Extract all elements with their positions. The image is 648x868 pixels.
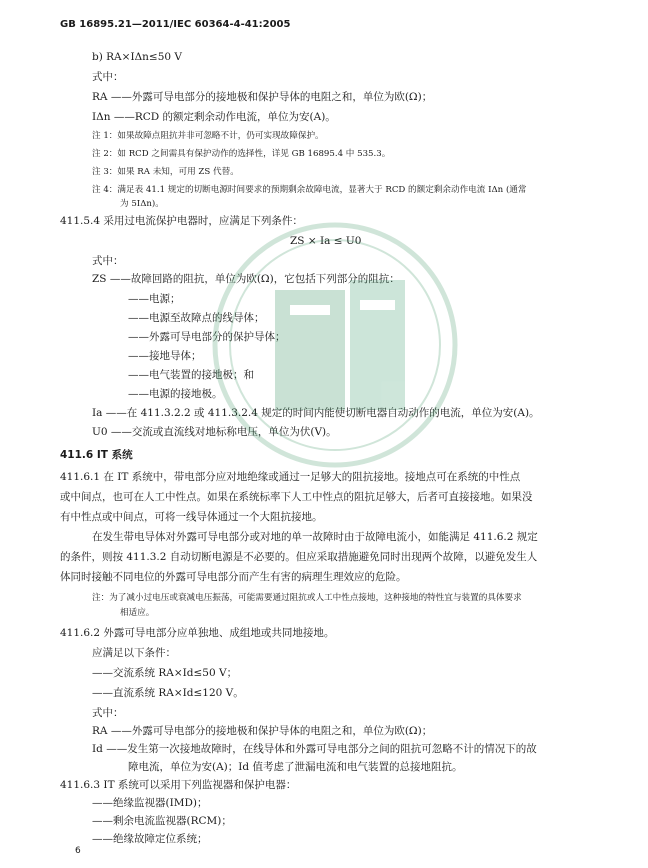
para-411-6-1-cont: 或中间点，也可在人工中性点。如果在系统标率下人工中性点的阻抗足够大，后者可直接接地。如果没 [60,491,533,503]
section-heading-411-6: 411.6 IT 系统 [60,449,133,461]
list-item: ——电源至故障点的线导体； [128,312,265,324]
list-item: ——绝缘故障定位系统； [92,833,208,845]
formula-dc: ——直流系统 RA×Id≤120 V。 [92,687,244,699]
definition-u0: U0 ——交流或直流线对地标称电压，单位为伏(V)。 [92,426,337,438]
where-label: 式中： [92,707,124,719]
para-411-6-1: 411.6.1 在 IT 系统中，带电部分应对地绝缘或通过一足够大的阻抗接地。接地点可在系统的中性点 [60,471,521,483]
definition-id-cont: 障电流，单位为安(A)；Id 值考虑了泄漏电流和电气装置的总接地阻抗。 [128,761,463,773]
note: 注：为了减小过电压或衰减电压振荡，可能需要通过阻抗或人工中性点接地，这种接地的特性宜与装置的具体要求 [92,593,522,603]
para-411-6-1-cont: 有中性点或中间点，可将一线导体通过一个大阻抗接地。 [60,511,323,523]
para-fault-cont: 的条件，则按 411.3.2 自动切断电源是不必要的。但应采取措施避免同时出现两个故障，以避免发生人 [60,551,538,563]
clause-411-6-2: 411.6.2 外露可导电部分应单独地、成组地或共同地接地。 [60,627,335,639]
note-cont: 相适应。 [120,608,155,618]
watermark-seal-image [170,210,500,480]
definition-idn: IΔn ——RCD 的额定剩余动作电流，单位为安(A)。 [92,111,336,123]
clause-411-5-4: 411.5.4 采用过电流保护电器时，应满足下列条件： [60,215,303,227]
note-1: 注 1：如果故障点阻抗并非可忽略不计，仍可实现故障保护。 [92,131,324,141]
note-2: 注 2：如 RCD 之间需具有保护动作的选择性，详见 GB 16895.4 中 535.3。 [92,149,391,159]
list-item: ——电气装置的接地极；和 [128,369,254,381]
list-item: ——绝缘监视器(IMD)； [92,797,208,809]
where-label: 式中： [92,255,124,267]
definition-ra: RA ——外露可导电部分的接地极和保护导体的电阻之和，单位为欧(Ω)； [92,725,433,737]
page-number: 6 [75,846,81,856]
para-fault-cont: 体同时接触不同电位的外露可导电部分而产生有害的病理生理效应的危险。 [60,571,407,583]
note-3: 注 3：如果 RA 未知，可用 ZS 代替。 [92,167,239,177]
para-fault: 在发生带电导体对外露可导电部分或对地的单一故障时由于故障电流小，如能满足 411.6.2 规定 [92,531,538,543]
clause-411-6-3: 411.6.3 IT 系统可以采用下列监视器和保护电器： [60,779,297,791]
where-label: 式中： [92,71,124,83]
list-item: ——电源的接地极。 [128,388,223,400]
note-4-cont: 为 5IΔn)。 [120,199,164,209]
definition-ia: Ia ——在 411.3.2.2 或 411.3.2.4 规定的时间内能使切断电器自动动作的电流，单位为安(A)。 [92,407,540,419]
page-header: GB 16895.21—2011/IEC 60364-4-41:2005 [60,19,291,30]
conditions-label: 应满足以下条件： [92,647,176,659]
formula-ac: ——交流系统 RA×Id≤50 V； [92,667,238,679]
list-item: ——电源； [128,293,181,305]
note-4: 注 4：满足表 41.1 规定的切断电源时间要求的预期剩余故障电流，显著大于 RCD 的额定剩余动作电流 IΔn (通常 [92,185,527,195]
definition-id: Id ——发生第一次接地故障时，在线导体和外露可导电部分之间的阻抗可忽略不计的情况下的故 [92,743,537,755]
formula-ra-idn: b) RA×IΔn≤50 V [92,51,183,63]
list-item: ——接地导体； [128,350,202,362]
list-item: ——剩余电流监视器(RCM)； [92,815,232,827]
definition-ra: RA ——外露可导电部分的接地极和保护导体的电阻之和，单位为欧(Ω)； [92,91,433,103]
formula-zs-ia: ZS × Ia ≤ U0 [290,235,362,247]
list-item: ——外露可导电部分的保护导体； [128,331,286,343]
definition-zs: ZS ——故障回路的阻抗，单位为欧(Ω)，它包括下列部分的阻抗： [92,273,400,285]
